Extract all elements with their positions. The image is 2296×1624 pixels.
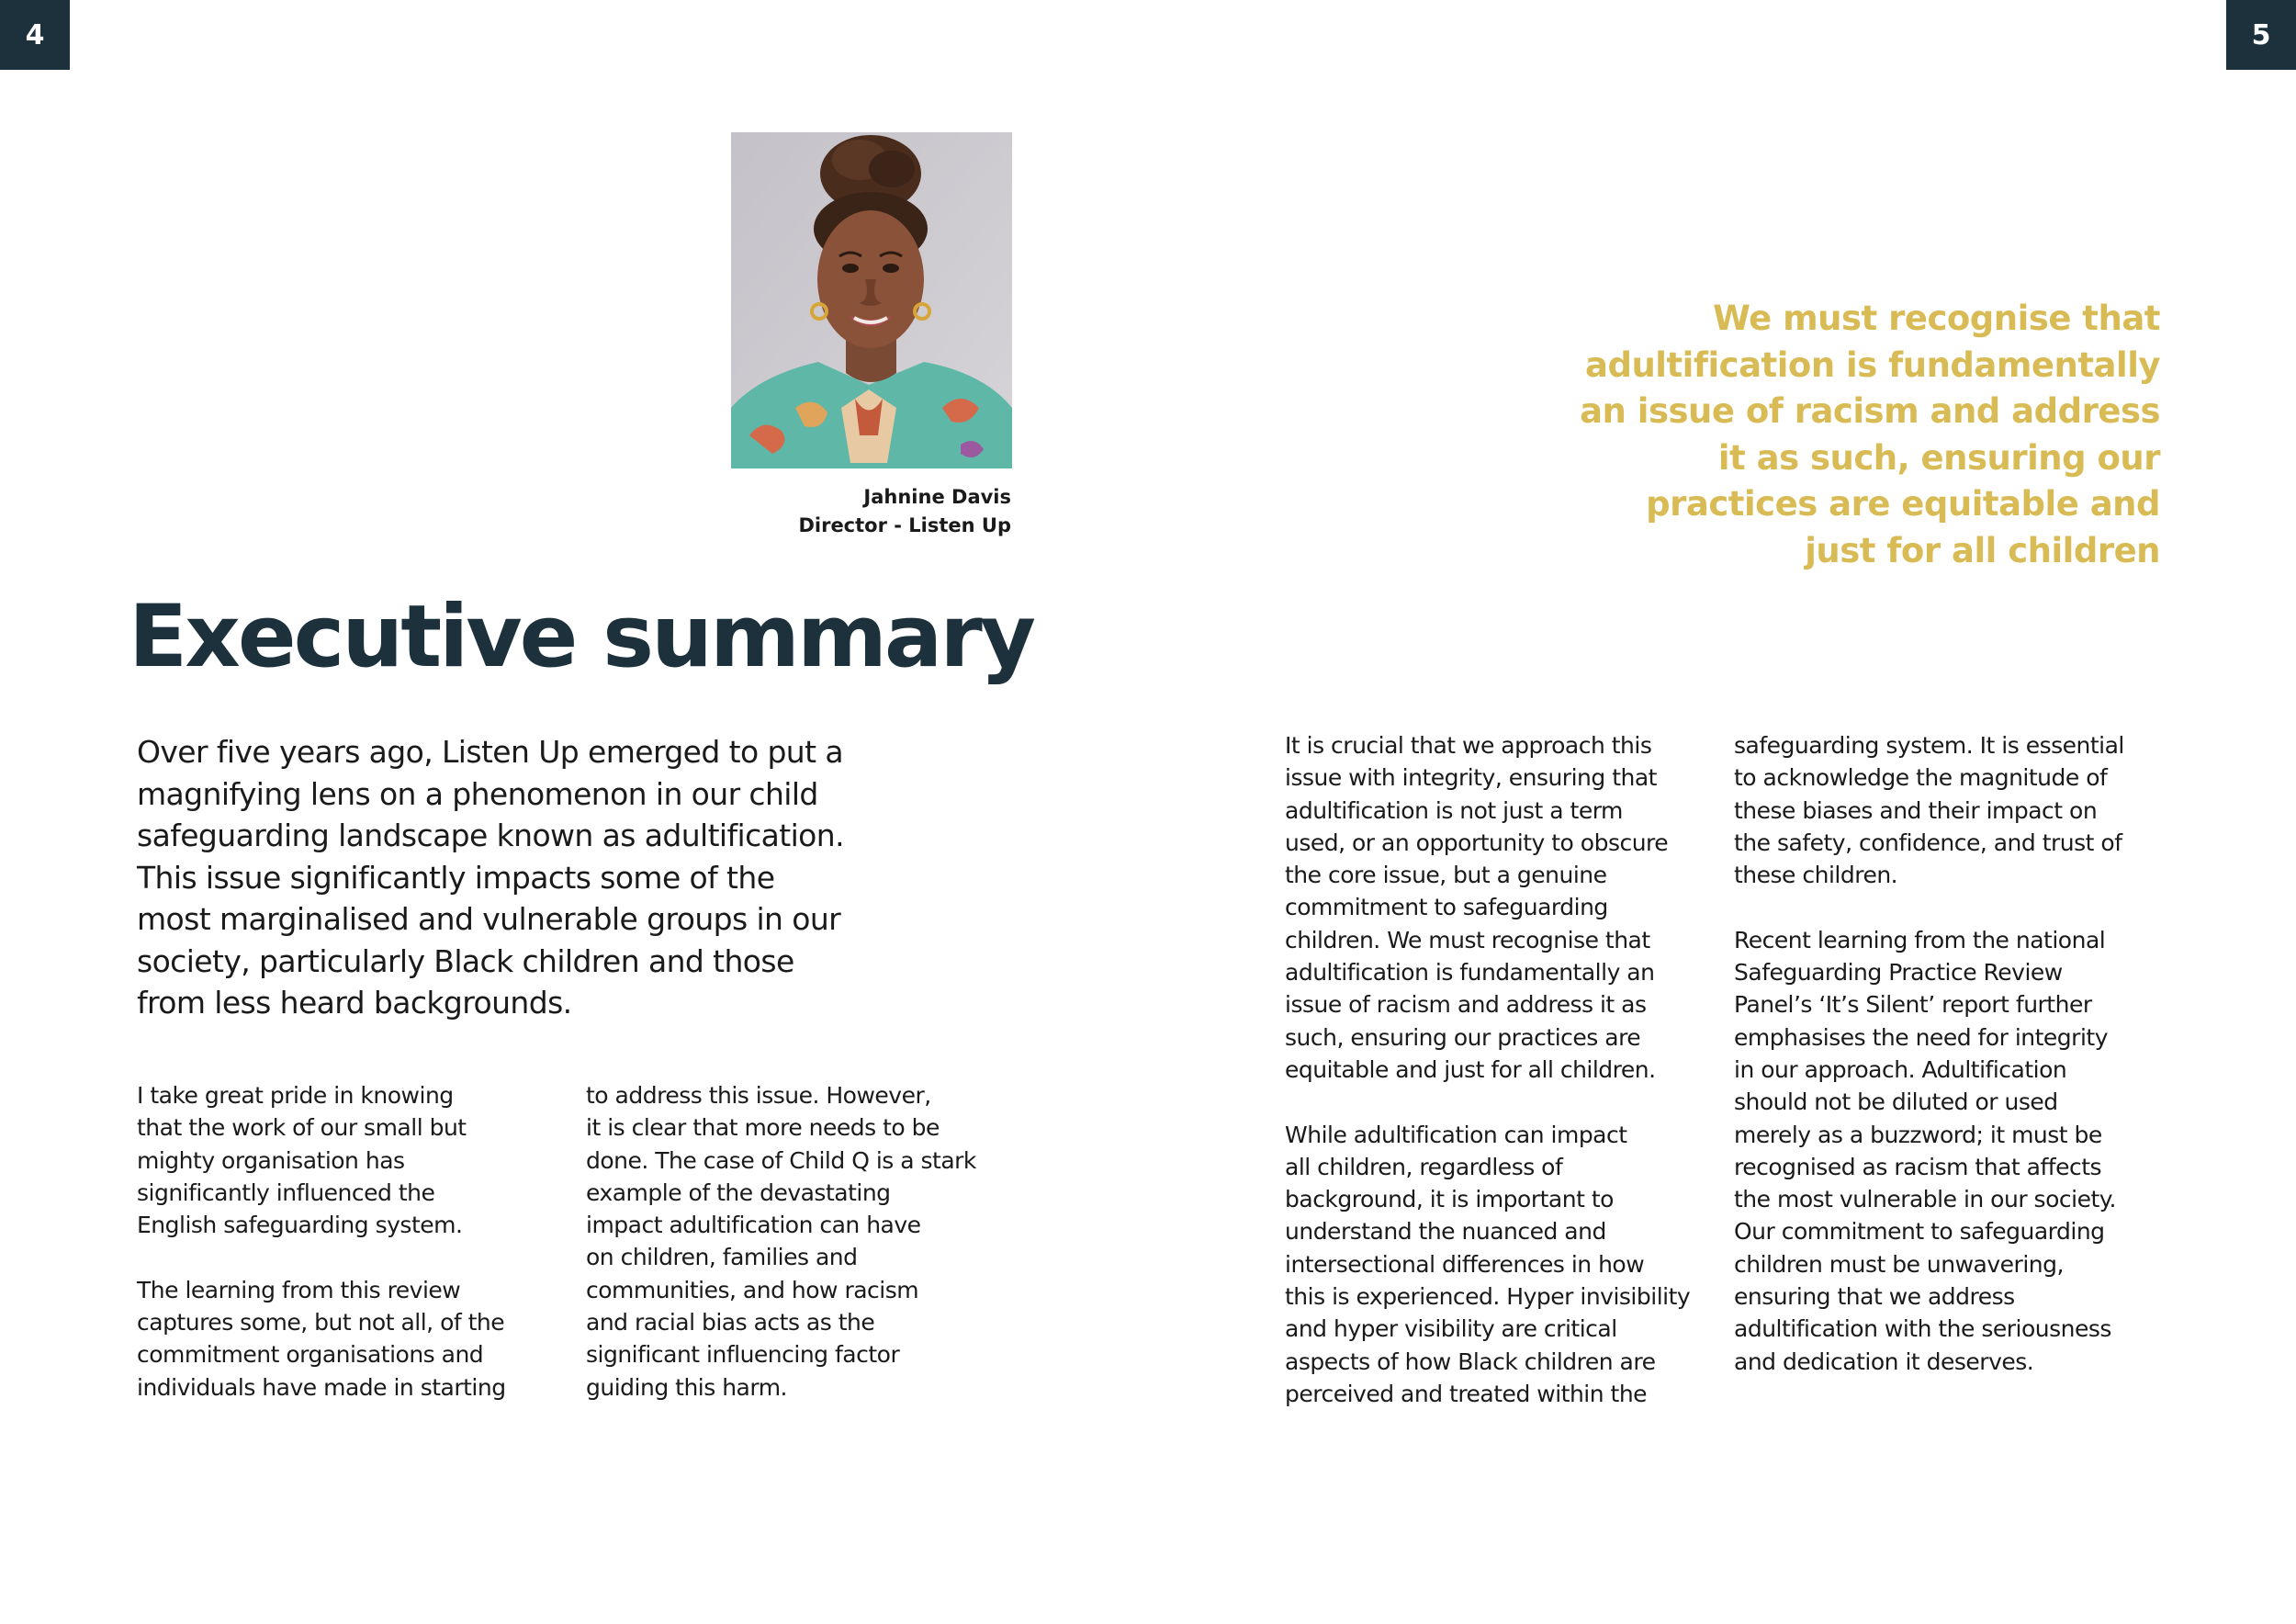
body-line: merely as a buzzword; it must be bbox=[1734, 1121, 2102, 1148]
body-line: impact adultification can have bbox=[586, 1212, 921, 1239]
body-line: recognised as racism that affects bbox=[1734, 1153, 2102, 1180]
body-line: it is clear that more needs to be bbox=[586, 1114, 940, 1142]
intro-line: safeguarding landscape known as adultification. bbox=[137, 818, 844, 853]
body-line: that the work of our small but bbox=[137, 1114, 467, 1142]
body-line: commitment to safeguarding bbox=[1285, 894, 1608, 921]
body-line: in our approach. Adultification bbox=[1734, 1055, 2067, 1083]
body-line: captures some, but not all, of the bbox=[137, 1309, 505, 1336]
body-line: mighty organisation has bbox=[137, 1146, 405, 1174]
body-line: aspects of how Black children are bbox=[1285, 1348, 1656, 1375]
portrait-name: Jahnine Davis bbox=[863, 486, 1011, 508]
body-line: adultification is not just a term bbox=[1285, 796, 1623, 824]
body-line: on children, families and bbox=[586, 1244, 858, 1271]
intro-line: Over five years ago, Listen Up emerged to put a bbox=[137, 734, 843, 770]
body-line: I take great pride in knowing bbox=[137, 1082, 454, 1109]
body-line: to address this issue. However, bbox=[586, 1082, 931, 1109]
body-line: and racial bias acts as the bbox=[586, 1309, 875, 1336]
body-line: issue of racism and address it as bbox=[1285, 991, 1647, 1019]
body-line: should not be diluted or used bbox=[1734, 1088, 2058, 1116]
intro-line: from less heard backgrounds. bbox=[137, 985, 572, 1021]
body-line: The learning from this review bbox=[137, 1276, 461, 1303]
intro-paragraph bbox=[137, 731, 872, 1024]
pull-quote-line: it as such, ensuring our bbox=[1717, 437, 2160, 478]
body-line: guiding this harm. bbox=[586, 1373, 788, 1401]
body-line: adultification with the seriousness bbox=[1734, 1315, 2111, 1343]
body-line: these children. bbox=[1734, 862, 1898, 889]
body-line: used, or an opportunity to obscure bbox=[1285, 829, 1669, 856]
body-line: While adultification can impact bbox=[1285, 1121, 1627, 1148]
body-line: Safeguarding Practice Review bbox=[1734, 959, 2063, 987]
body-line: ensuring that we address bbox=[1734, 1283, 2015, 1311]
body-column-4 bbox=[1734, 729, 2166, 1378]
paragraph-gap bbox=[137, 1241, 523, 1273]
body-line: children. We must recognise that bbox=[1285, 926, 1650, 953]
body-line: and hyper visibility are critical bbox=[1285, 1315, 1617, 1343]
pull-quote-line: practices are equitable and bbox=[1646, 484, 2160, 524]
body-line: to acknowledge the magnitude of bbox=[1734, 764, 2108, 792]
pull-quote-line: just for all children bbox=[1805, 530, 2160, 570]
body-line: children must be unwavering, bbox=[1734, 1250, 2064, 1278]
intro-line: This issue significantly impacts some of the bbox=[137, 859, 775, 896]
body-line: Our commitment to safeguarding bbox=[1734, 1218, 2105, 1246]
body-line: Recent learning from the national bbox=[1734, 926, 2106, 953]
portrait-role: Director - Listen Up bbox=[798, 514, 1011, 536]
intro-line: society, particularly Black children and those bbox=[137, 942, 794, 979]
body-column-2 bbox=[586, 1079, 990, 1404]
body-line: the most vulnerable in our society. bbox=[1734, 1186, 2116, 1213]
body-line: issue with integrity, ensuring that bbox=[1285, 764, 1657, 792]
body-line: equitable and just for all children. bbox=[1285, 1055, 1656, 1083]
body-line: done. The case of Child Q is a stark bbox=[586, 1146, 976, 1174]
page-title: Executive summary bbox=[129, 587, 1033, 687]
pull-quote-line: an issue of racism and address bbox=[1580, 391, 2160, 431]
body-line: all children, regardless of bbox=[1285, 1153, 1563, 1180]
body-line: It is crucial that we approach this bbox=[1285, 732, 1652, 759]
body-line: these biases and their impact on bbox=[1734, 796, 2098, 824]
body-line: Panel’s ‘It’s Silent’ report further bbox=[1734, 991, 2092, 1019]
body-line: commitment organisations and bbox=[137, 1341, 484, 1369]
body-line: the core issue, but a genuine bbox=[1285, 862, 1607, 889]
page-number-left: 4 bbox=[0, 0, 70, 70]
pull-quote-line: We must recognise that bbox=[1713, 299, 2160, 338]
portrait-photo bbox=[731, 132, 1012, 468]
portrait-caption bbox=[643, 483, 1011, 540]
body-column-1 bbox=[137, 1079, 523, 1404]
body-line: significant influencing factor bbox=[586, 1341, 900, 1369]
body-line: the safety, confidence, and trust of bbox=[1734, 829, 2122, 856]
body-line: individuals have made in starting bbox=[137, 1373, 506, 1401]
body-line: such, ensuring our practices are bbox=[1285, 1023, 1641, 1051]
intro-line: most marginalised and vulnerable groups in our bbox=[137, 901, 841, 937]
body-line: emphasises the need for integrity bbox=[1734, 1023, 2108, 1051]
body-line: understand the nuanced and bbox=[1285, 1218, 1606, 1246]
body-line: perceived and treated within the bbox=[1285, 1380, 1648, 1407]
body-column-3 bbox=[1285, 729, 1716, 1410]
paragraph-gap bbox=[1734, 891, 2166, 923]
body-line: adultification is fundamentally an bbox=[1285, 959, 1655, 987]
body-line: background, it is important to bbox=[1285, 1186, 1614, 1213]
page-number-right: 5 bbox=[2226, 0, 2296, 70]
intro-line: magnifying lens on a phenomenon in our child bbox=[137, 775, 818, 812]
body-line: communities, and how racism bbox=[586, 1276, 919, 1303]
body-line: safeguarding system. It is essential bbox=[1734, 732, 2124, 759]
body-line: and dedication it deserves. bbox=[1734, 1348, 2034, 1375]
pull-quote-line: adultification is fundamentally bbox=[1585, 344, 2160, 385]
body-line: example of the devastating bbox=[586, 1179, 891, 1206]
paragraph-gap bbox=[1285, 1086, 1716, 1118]
body-line: intersectional differences in how bbox=[1285, 1250, 1645, 1278]
body-line: English safeguarding system. bbox=[137, 1212, 463, 1239]
body-line: this is experienced. Hyper invisibility bbox=[1285, 1283, 1691, 1311]
body-line: significantly influenced the bbox=[137, 1179, 435, 1206]
pull-quote bbox=[1561, 296, 2160, 574]
